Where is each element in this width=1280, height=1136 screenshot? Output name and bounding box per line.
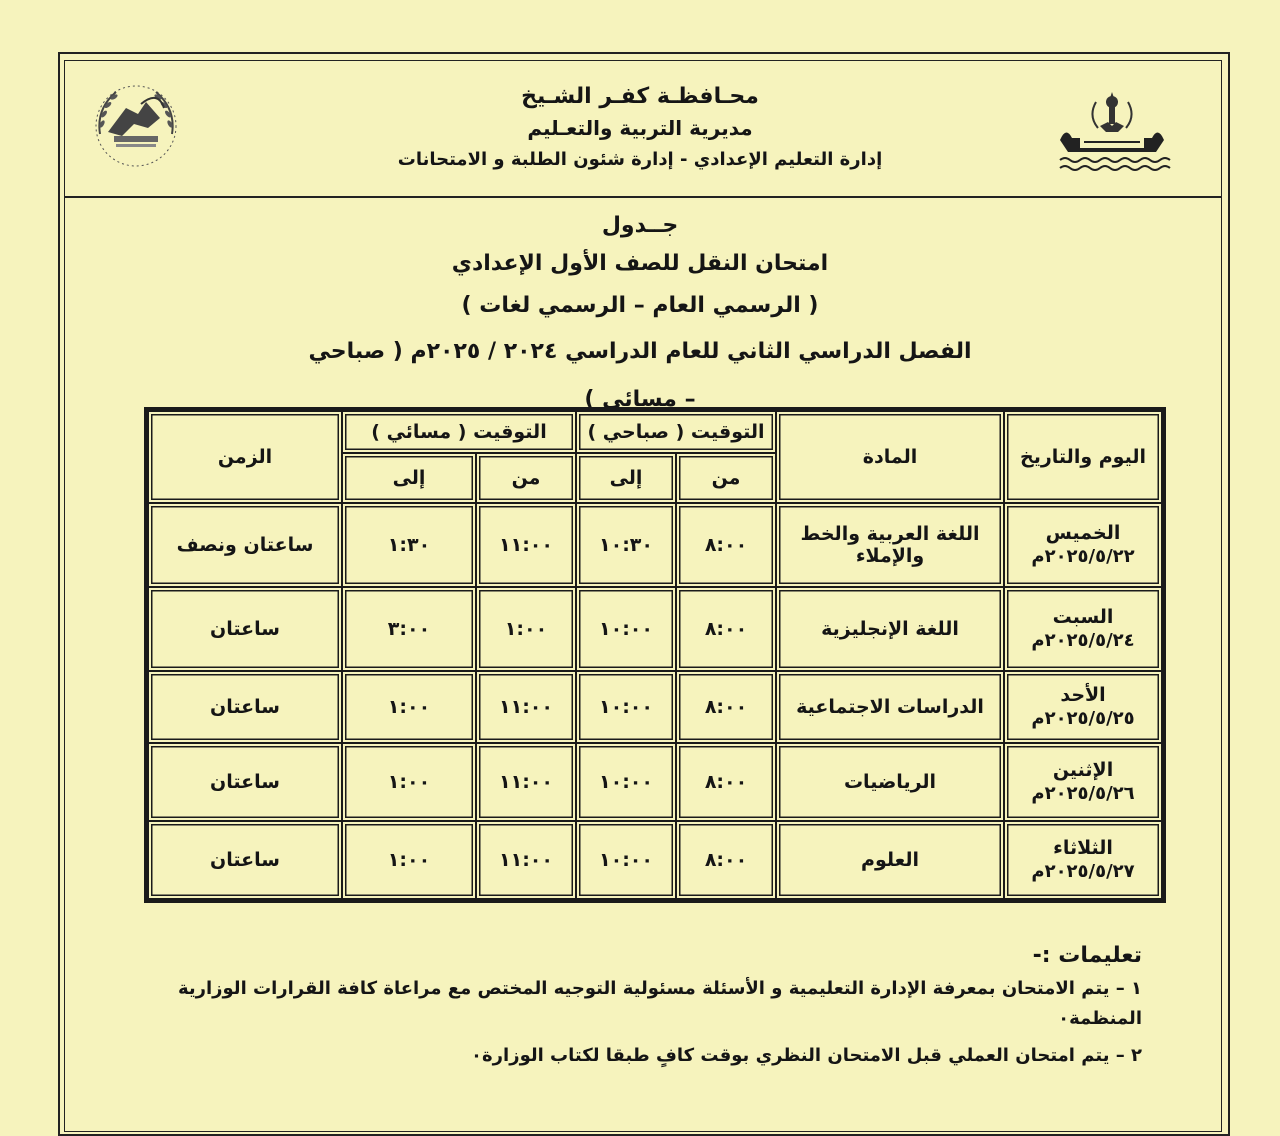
am-from-cell: ٨:٠٠ xyxy=(676,743,776,821)
am-from-cell: ٨:٠٠ xyxy=(676,821,776,899)
duration-cell: ساعتان xyxy=(148,587,342,671)
exam-date: ٢٠٢٥/٥/٢٧م xyxy=(1031,861,1135,882)
subject-cell: اللغة الإنجليزية xyxy=(776,587,1004,671)
day-date-cell xyxy=(1004,671,1162,743)
am-to-cell: ١٠:٠٠ xyxy=(576,743,676,821)
pm-from-cell: ١١:٠٠ xyxy=(476,503,576,587)
doc-term: الفصل الدراسي الثاني للعام الدراسي ٢٠٢٤ / ٢٠٢٥م ( صباحي – مسائي ) xyxy=(308,339,972,412)
subject-cell: الدراسات الاجتماعية xyxy=(776,671,1004,743)
duration-cell: ساعتان xyxy=(148,821,342,899)
exam-date: ٢٠٢٥/٥/٢٦م xyxy=(1031,783,1135,804)
day-date-cell xyxy=(1004,587,1162,671)
header-subject: المادة xyxy=(776,411,1004,503)
day-name: الأحد xyxy=(1060,684,1106,706)
directorate-emblem-icon xyxy=(86,74,194,174)
day-name: الخميس xyxy=(1045,522,1121,544)
governorate-name: محـافظـة كفـر الشـيخ xyxy=(521,84,759,109)
header-divider xyxy=(64,196,1222,198)
pm-from-cell: ١١:٠٠ xyxy=(476,671,576,743)
header-duration: الزمن xyxy=(148,411,342,503)
pm-to-cell: ١:٠٠ xyxy=(342,821,476,899)
instructions-section xyxy=(132,938,1142,1072)
day-name: الإثنين xyxy=(1052,759,1114,781)
day-name: السبت xyxy=(1052,606,1114,628)
day-date-cell xyxy=(1004,821,1162,899)
day-name: الثلاثاء xyxy=(1053,837,1113,859)
duration-cell: ساعتان ونصف xyxy=(148,503,342,587)
table-row xyxy=(148,671,1162,743)
doc-subtitle: امتحان النقل للصف الأول الإعدادي xyxy=(451,251,829,276)
duration-cell: ساعتان xyxy=(148,671,342,743)
letterhead xyxy=(380,82,900,176)
document-titles xyxy=(300,208,980,424)
pm-to-cell: ١:٠٠ xyxy=(342,743,476,821)
instruction-item: ١ – يتم الامتحان بمعرفة الإدارة التعليمية و الأسئلة مسئولية التوجيه المختص مع مراعاة كافة القرارات الوزارية المنظمة٠ xyxy=(177,978,1142,1029)
header-pm-to: إلى xyxy=(342,453,476,503)
pm-to-cell: ٣:٠٠ xyxy=(342,587,476,671)
day-date-cell xyxy=(1004,503,1162,587)
header-morning: التوقيت ( صباحي ) xyxy=(576,411,776,453)
instruction-item: ٢ – يتم امتحان العملي قبل الامتحان النظري بوقت كافٍ طبقا لكتاب الوزارة٠ xyxy=(471,1045,1142,1066)
am-from-cell: ٨:٠٠ xyxy=(676,671,776,743)
header-evening: التوقيت ( مسائي ) xyxy=(342,411,576,453)
pm-to-cell: ١:٠٠ xyxy=(342,671,476,743)
governorate-emblem-icon xyxy=(1052,82,1172,182)
header-pm-from: من xyxy=(476,453,576,503)
subject-cell: اللغة العربية والخط والإملاء xyxy=(776,503,1004,587)
am-to-cell: ١٠:٠٠ xyxy=(576,671,676,743)
exam-schedule-table xyxy=(144,407,1166,903)
am-from-cell: ٨:٠٠ xyxy=(676,587,776,671)
header-day-date: اليوم والتاريخ xyxy=(1004,411,1162,503)
instructions-heading: تعليمات :- xyxy=(1032,943,1142,968)
doc-title: جــدول xyxy=(601,213,679,238)
subject-cell: الرياضيات xyxy=(776,743,1004,821)
table-row xyxy=(148,743,1162,821)
table-row xyxy=(148,503,1162,587)
pm-from-cell: ١١:٠٠ xyxy=(476,743,576,821)
table-row xyxy=(148,587,1162,671)
administration-name: إدارة التعليم الإعدادي - إدارة شئون الطلبة و الامتحانات xyxy=(397,149,883,170)
table-row xyxy=(148,821,1162,899)
doc-stream: ( الرسمي العام – الرسمي لغات ) xyxy=(461,293,819,318)
header-am-from: من xyxy=(676,453,776,503)
pm-to-cell: ١:٣٠ xyxy=(342,503,476,587)
am-from-cell: ٨:٠٠ xyxy=(676,503,776,587)
am-to-cell: ١٠:٠٠ xyxy=(576,587,676,671)
exam-date: ٢٠٢٥/٥/٢٢م xyxy=(1031,546,1135,567)
directorate-name: مديرية التربية والتعـليم xyxy=(527,116,753,140)
subject-cell: العلوم xyxy=(776,821,1004,899)
pm-from-cell: ١١:٠٠ xyxy=(476,821,576,899)
day-date-cell xyxy=(1004,743,1162,821)
header-am-to: إلى xyxy=(576,453,676,503)
duration-cell: ساعتان xyxy=(148,743,342,821)
am-to-cell: ١٠:٣٠ xyxy=(576,503,676,587)
exam-date: ٢٠٢٥/٥/٢٥م xyxy=(1031,708,1135,729)
exam-date: ٢٠٢٥/٥/٢٤م xyxy=(1031,630,1135,651)
pm-from-cell: ١:٠٠ xyxy=(476,587,576,671)
am-to-cell: ١٠:٠٠ xyxy=(576,821,676,899)
